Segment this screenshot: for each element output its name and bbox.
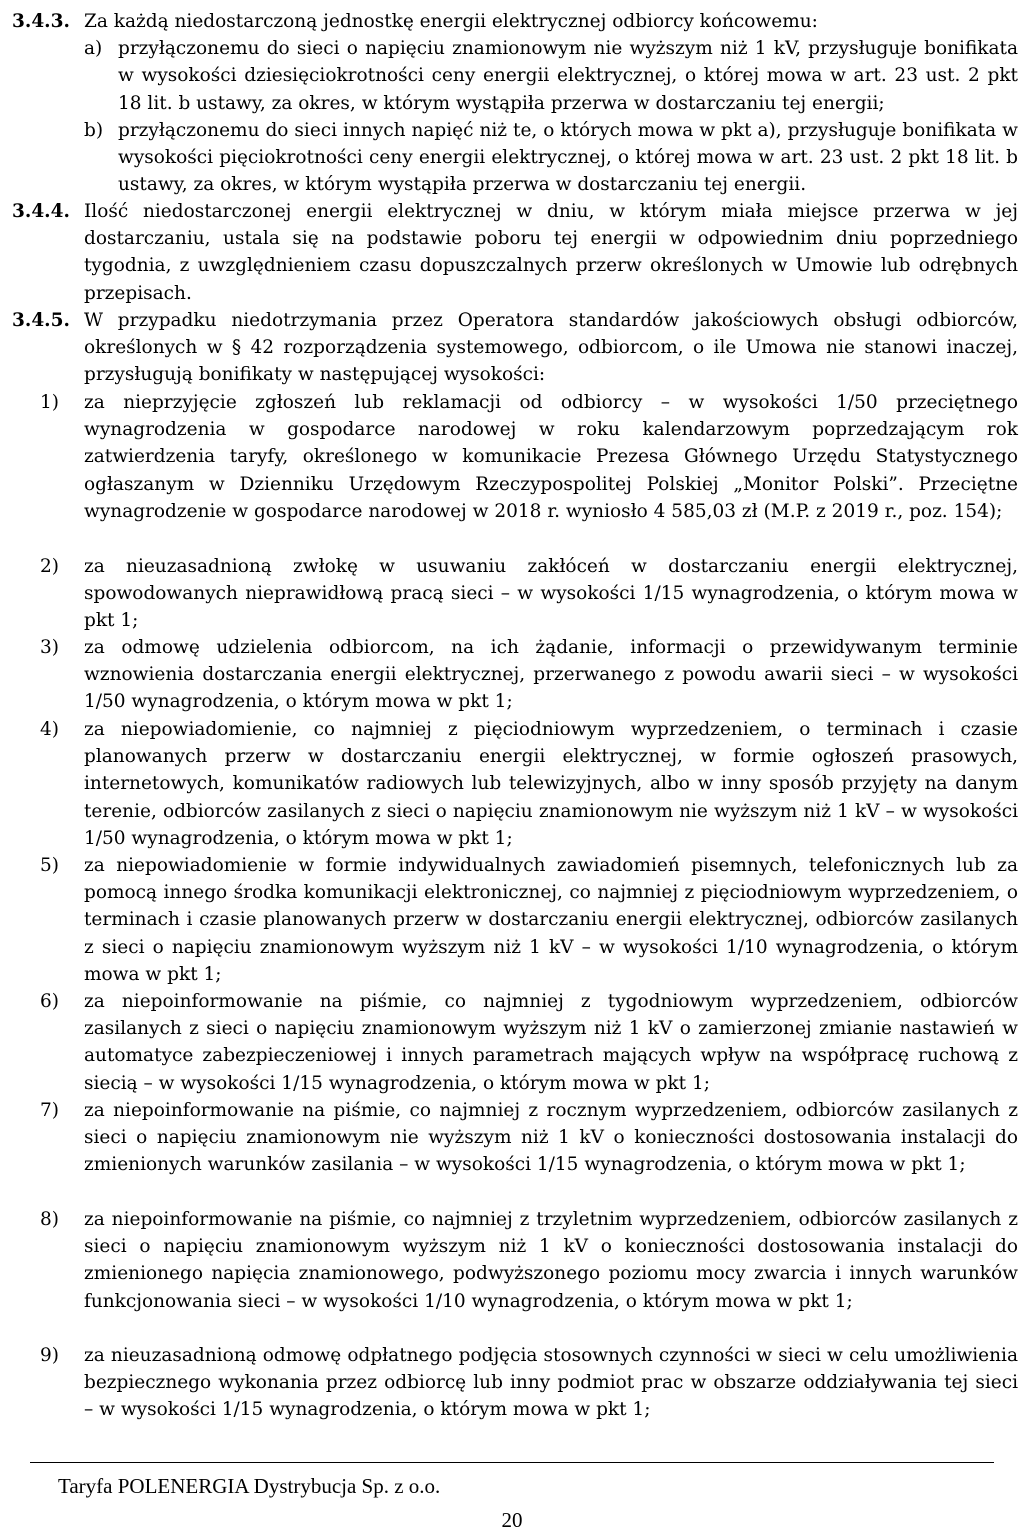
item-text: za nieprzyjęcie zgłoszeń lub reklamacji od odbiorcy – w wysokości 1/50 przeciętnego wynagrodzenia w gospodarce narodowej w roku kalendarzowym poprzedzającym rok zatwierdzenia taryfy, określonego w komunikacie Prezesa Głównego Urzędu Statystycznego ogłaszanym w Dzienniku Urzędowym Rzeczypospolitej Polskiej „Monitor Polski”. Przeciętne wynagrodzenie w gospodarce narodowej w 2018 r. wyniosło 4 585,03 zł (M.P. z 2019 r., poz. 154); <box>84 392 1018 522</box>
footer-divider <box>30 1462 994 1463</box>
list-item <box>40 1342 1018 1424</box>
item-text: za niepowiadomienie w formie indywidualnych zawiadomień pisemnych, telefonicznych lub za pomocą innego środka komunikacji elektronicznej, co najmniej z pięciodniowym wyprzedzeniem, o terminach i czasie planowanych przerw w dostarczaniu energii elektrycznej, odbiorców zasilanych z sieci o napięciu znamionowym wyższym niż 1 kV – w wysokości 1/10 wynagrodzenia, o którym mowa w pkt 1; <box>84 855 1018 985</box>
list-item <box>40 988 1018 1097</box>
list-item <box>40 553 1018 635</box>
item-label: 9) <box>40 1345 59 1366</box>
section-intro: Za każdą niedostarczoną jednostkę energii elektrycznej odbiorcy końcowemu: <box>84 11 818 32</box>
list-item <box>40 1206 1018 1315</box>
item-label: 2) <box>40 556 59 577</box>
list-item <box>40 389 1018 525</box>
item-text: za nieuzasadnioną odmowę odpłatnego podjęcia stosownych czynności w sieci w celu umożliwienia bezpiecznego wykonania przez odbiorcę lub inny podmiot prac w obszarze oddziaływania tej sieci – w wysokości 1/15 wynagrodzenia, o którym mowa w pkt 1; <box>84 1345 1018 1421</box>
item-label: 6) <box>40 991 59 1012</box>
section-3-4-3 <box>12 8 1018 198</box>
item-label: 5) <box>40 855 59 876</box>
section-number: 3.4.5. <box>12 310 70 331</box>
item-text: za odmowę udzielenia odbiorcom, na ich żądanie, informacji o przewidywanym terminie wznowienia dostarczania energii elektrycznej, przerwanego z powodu awarii sieci – w wysokości 1/50 wynagrodzenia, o którym mowa w pkt 1; <box>84 637 1018 713</box>
section-text: W przypadku niedotrzymania przez Operatora standardów jakościowych obsługi odbiorców, określonych w § 42 rozporządzenia systemowego, odbiorcom, o ile Umowa nie stanowi inaczej, przysługują bonifikaty w następującej wysokości: <box>84 310 1018 386</box>
section-3-4-4 <box>12 198 1018 307</box>
section-number: 3.4.4. <box>12 201 70 222</box>
item-label: 8) <box>40 1209 59 1230</box>
subpoint-a <box>84 35 1018 117</box>
page-number: 20 <box>501 1508 523 1532</box>
list-item <box>40 634 1018 716</box>
item-text: za niepoinformowanie na piśmie, co najmniej z trzyletnim wyprzedzeniem, odbiorców zasilanych z sieci o napięciu znamionowym wyższym niż 1 kV o konieczności dostosowania instalacji do zmienionego napięcia znamionowego, podwyższonego poziomu mocy zwarcia i innych warunków funkcjonowania sieci – w wysokości 1/10 wynagrodzenia, o którym mowa w pkt 1; <box>84 1209 1018 1312</box>
section-number: 3.4.3. <box>12 11 70 32</box>
section-text: Ilość niedostarczonej energii elektrycznej w dniu, w którym miała miejsce przerwa w jej dostarczaniu, ustala się na podstawie poboru tej energii w odpowiednim dniu poprzedniego tygodnia, z uwzględnieniem czasu dopuszczalnych przerw określonych w Umowie lub odrębnych przepisach. <box>84 201 1018 304</box>
subpoint-label: a) <box>84 38 103 60</box>
item-text: za niepowiadomienie, co najmniej z pięciodniowym wyprzedzeniem, o terminach i czasie planowanych przerw w dostarczaniu energii elektrycznej, w formie ogłoszeń prasowych, internetowych, komunikatów radiowych lub telewizyjnych, albo w inny sposób przyjęty na danym terenie, odbiorców zasilanych z sieci o napięciu znamionowym nie wyższym niż 1 kV – w wysokości 1/50 wynagrodzenia, o którym mowa w pkt 1; <box>84 719 1018 849</box>
item-label: 1) <box>40 392 59 413</box>
item-text: za nieuzasadnioną zwłokę w usuwaniu zakłóceń w dostarczaniu energii elektrycznej, spowodowanych nieprawidłową pracą sieci – w wysokości 1/15 wynagrodzenia, o którym mowa w pkt 1; <box>84 556 1018 632</box>
item-text: za niepoinformowanie na piśmie, co najmniej z rocznym wyprzedzeniem, odbiorców zasilanych z sieci o napięciu znamionowym nie wyższym niż 1 kV o konieczności dostosowania instalacji do zmienionych warunków zasilania – w wysokości 1/15 wynagrodzenia, o którym mowa w pkt 1; <box>84 1100 1018 1176</box>
subpoint-label: b) <box>84 119 104 141</box>
section-3-4-5 <box>12 307 1018 389</box>
list-item <box>40 852 1018 988</box>
item-text: za niepoinformowanie na piśmie, co najmniej z tygodniowym wyprzedzeniem, odbiorców zasilanych z sieci o napięciu znamionowym wyższym niż 1 kV o zamierzonej zmianie nastawień w automatyce zabezpieczeniowej i innych parametrach mających wpływ na współpracę ruchową z siecią – w wysokości 1/15 wynagrodzenia, o którym mowa w pkt 1; <box>84 991 1018 1094</box>
item-label: 4) <box>40 719 59 740</box>
list-item <box>40 1097 1018 1179</box>
subpoint-text: przyłączonemu do sieci innych napięć niż te, o których mowa w pkt a), przysługuje bonifikata w wysokości pięciokrotności ceny energii elektrycznej, o której mowa w art. 23 ust. 2 pkt 18 lit. b ustawy, za okres, w którym wystąpiła przerwa w dostarczaniu tej energii. <box>118 119 1018 196</box>
footer-company: Taryfa POLENERGIA Dystrybucja Sp. z o.o. <box>58 1474 441 1498</box>
subpoint-text: przyłączonemu do sieci o napięciu znamionowym nie wyższym niż 1 kV, przysługuje bonifikata w wysokości dziesięciokrotności ceny energii elektrycznej, o której mowa w art. 23 ust. 2 pkt 18 lit. b ustawy, za okres, w którym wystąpiła przerwa w dostarczaniu tej energii; <box>118 38 1018 114</box>
list-item <box>40 716 1018 852</box>
subpoint-b <box>84 117 1018 199</box>
item-label: 7) <box>40 1100 59 1121</box>
item-label: 3) <box>40 637 59 658</box>
